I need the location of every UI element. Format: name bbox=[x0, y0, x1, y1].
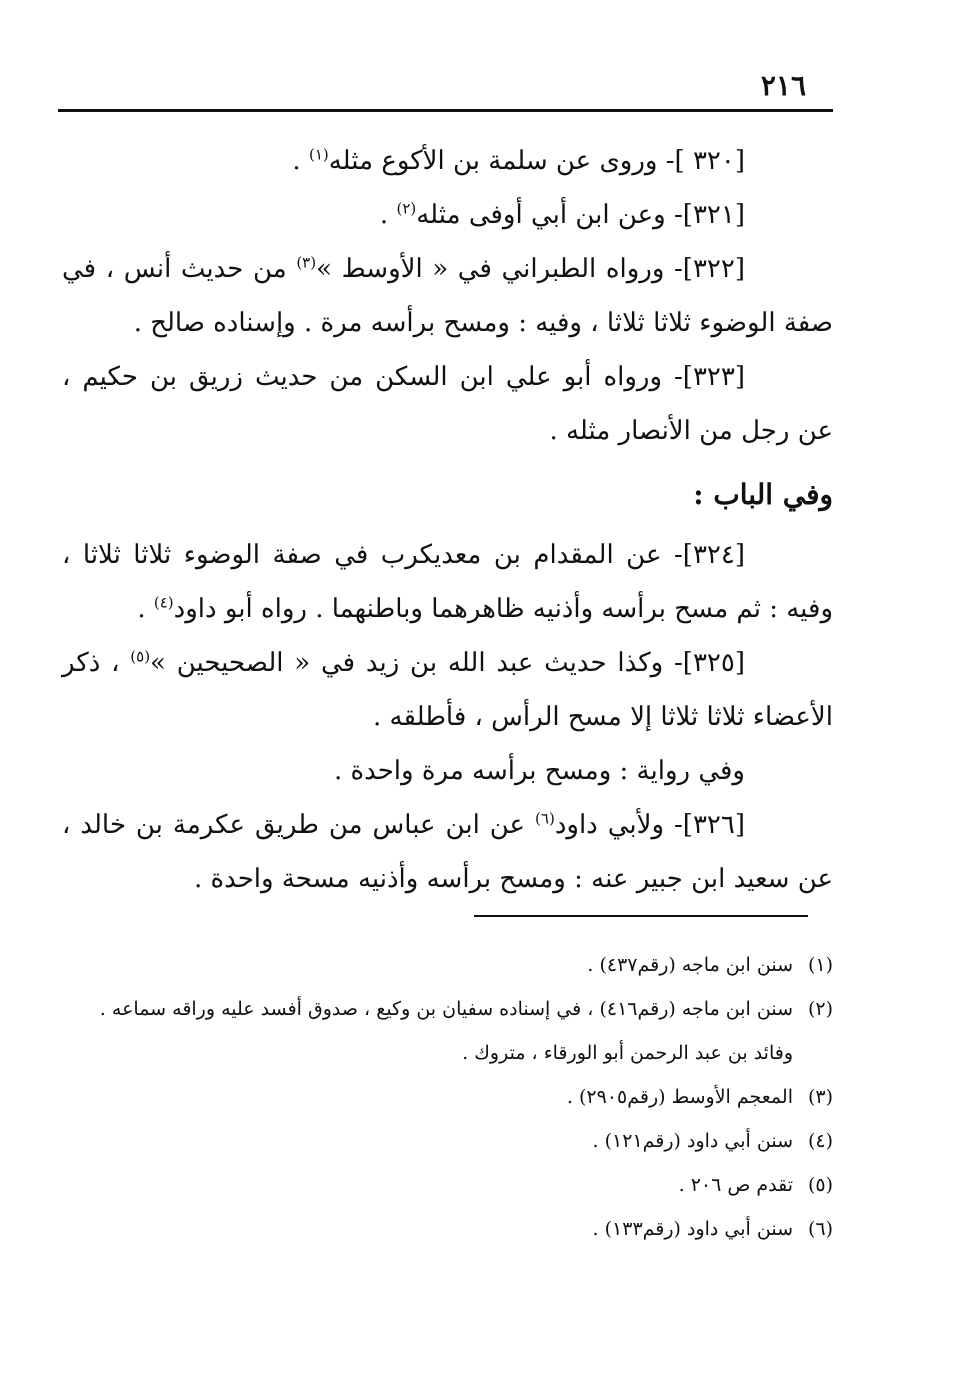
footnote-3 bbox=[62, 1075, 833, 1119]
hadith-number: [٣٢٠ ]- bbox=[665, 146, 745, 176]
hadith-tail: . bbox=[292, 146, 309, 176]
footnote-ref: (٢) bbox=[396, 199, 417, 218]
hadith-number: [٣٢٥]- bbox=[674, 648, 745, 678]
hadith-number: [٣٢٢]- bbox=[674, 254, 745, 284]
hadith-text: ورواه أبو علي ابن السكن من حديث زريق بن حكيم ، عن رجل من الأنصار مثله . bbox=[62, 362, 833, 446]
footnote-ref: (٦) bbox=[535, 809, 555, 828]
hadith-tail: . bbox=[379, 200, 397, 230]
footnote-marker: (١) bbox=[807, 954, 833, 976]
footnote-ref: (١) bbox=[308, 145, 329, 164]
hadith-325 bbox=[62, 636, 833, 744]
hadith-321 bbox=[62, 188, 833, 242]
footnote-6 bbox=[62, 1207, 833, 1251]
footnote-marker: (٣) bbox=[807, 1086, 833, 1108]
footnote-ref: (٤) bbox=[153, 593, 174, 612]
hadith-tail: من حديث أنس ، في صفة الوضوء ثلاثا ثلاثا ، وفيه : ومسح برأسه مرة . وإسناده صالح . bbox=[62, 254, 833, 338]
footnotes bbox=[62, 943, 833, 1251]
hadith-number: [٣٢٣]- bbox=[674, 362, 745, 392]
footnote-separator bbox=[474, 915, 808, 917]
narration-variant: وفي رواية : ومسح برأسه مرة واحدة . bbox=[333, 756, 745, 786]
footnote-1 bbox=[62, 943, 833, 987]
hadith-text: ولأبي داود bbox=[554, 810, 674, 840]
footnote-5 bbox=[62, 1163, 833, 1207]
footnote-marker: (٢) bbox=[807, 998, 833, 1020]
footnote-ref: (٥) bbox=[130, 647, 151, 666]
footnote-2 bbox=[62, 987, 833, 1075]
hadith-320 bbox=[62, 134, 833, 188]
footnote-text-continued: وفائد بن عبد الرحمن أبو الورقاء ، متروك . bbox=[462, 1042, 793, 1064]
footnote-text: سنن أبي داود (رقم١٣٣) . bbox=[592, 1218, 793, 1240]
footnote-marker: (٤) bbox=[807, 1130, 833, 1152]
hadith-text: وعن ابن أبي أوفى مثله bbox=[416, 200, 674, 230]
hadith-number: [٣٢٤]- bbox=[674, 540, 745, 570]
hadith-tail: عن ابن عباس من طريق عكرمة بن خالد ، عن سعيد ابن جبير عنه : ومسح برأسه وأذنيه مسحة واحدة . bbox=[62, 810, 833, 894]
hadith-text: ورواه الطبراني في « الأوسط » bbox=[316, 254, 674, 284]
footnote-text: سنن ابن ماجه (رقم٤١٦) ، في إسناده سفيان بن وكيع ، صدوق أفسد عليه وراقه سماعه . bbox=[99, 998, 793, 1020]
hadith-tail: . bbox=[137, 594, 154, 624]
footnote-text-block bbox=[62, 987, 793, 1075]
hadith-tail: ، ذكر الأعضاء ثلاثا ثلاثا إلا مسح الرأس ، فأطلقه . bbox=[62, 648, 833, 732]
hadith-text: عن المقدام بن معديكرب في صفة الوضوء ثلاثا ثلاثا ، وفيه : ثم مسح برأسه وأذنيه ظاهرهما وباطنهما . رواه أبو داود bbox=[62, 540, 833, 624]
footnote-text: تقدم ص ٢٠٦ . bbox=[678, 1174, 793, 1196]
hadith-number: [٣٢١]- bbox=[674, 200, 745, 230]
main-text bbox=[62, 134, 833, 906]
hadith-323 bbox=[62, 350, 833, 458]
header-rule bbox=[58, 109, 833, 112]
hadith-326 bbox=[62, 798, 833, 906]
footnote-text: المعجم الأوسط (رقم٢٩٠٥) . bbox=[566, 1086, 793, 1108]
hadith-324 bbox=[62, 528, 833, 636]
footnote-marker: (٦) bbox=[807, 1218, 833, 1240]
section-heading: وفي الباب : bbox=[693, 478, 833, 511]
hadith-text: وروى عن سلمة بن الأكوع مثله bbox=[328, 146, 666, 176]
footnote-text: سنن ابن ماجه (رقم٤٣٧) . bbox=[587, 954, 793, 976]
hadith-number: [٣٢٦]- bbox=[674, 810, 745, 840]
hadith-322 bbox=[62, 242, 833, 350]
footnote-text: سنن أبي داود (رقم١٢١) . bbox=[592, 1130, 793, 1152]
hadith-text: وكذا حديث عبد الله بن زيد في « الصحيحين » bbox=[150, 648, 674, 678]
page-number: ٢١٦ bbox=[760, 69, 806, 102]
footnote-4 bbox=[62, 1119, 833, 1163]
footnote-ref: (٣) bbox=[296, 253, 317, 272]
footnote-marker: (٥) bbox=[807, 1174, 833, 1196]
